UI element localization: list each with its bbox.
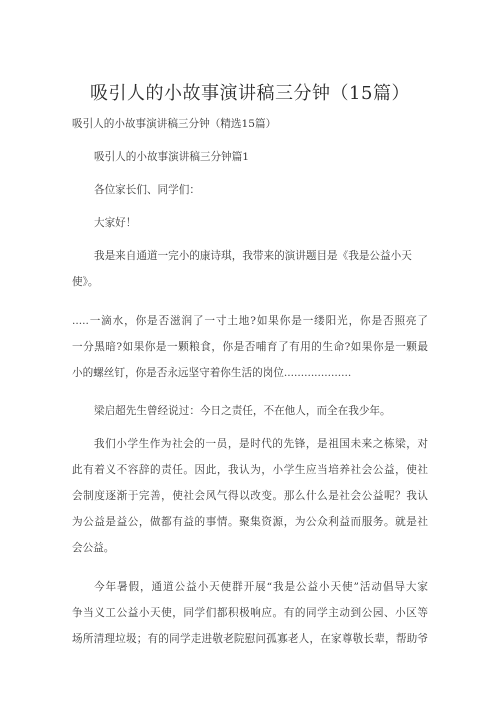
document-title: 吸引人的小故事演讲稿三分钟（15篇） xyxy=(90,83,410,104)
greeting-line: 各位家长们、同学们： xyxy=(94,184,200,196)
paragraph-line: 使》。 xyxy=(72,276,99,288)
paragraph-line: 我们小学生作为社会的一员，是时代的先锋，是祖国未来之栋梁，对 xyxy=(94,438,428,450)
greeting-line: 大家好！ xyxy=(94,217,137,229)
paragraph-line: 会公益。 xyxy=(72,542,115,554)
paragraph-line: 今年暑假，通道公益小天使群开展“我是公益小天使”活动倡导大家 xyxy=(94,581,428,593)
paragraph-line: 场所清理垃圾；有的同学走进敬老院慰问孤寡老人，在家尊敬长辈，帮助爷 xyxy=(72,633,428,645)
section-heading: 吸引人的小故事演讲稿三分钟篇1 xyxy=(94,151,250,163)
paragraph-line: 我是来自通道一完小的康诗琪，我带来的演讲题目是《我是公益小天 xyxy=(94,250,412,262)
paragraph-line: 此有着义不容辞的责任。因此，我认为，小学生应当培养社会公益，使社 xyxy=(72,464,428,476)
paragraph-line: 会制度逐渐于完善，使社会风气得以改变。那么什么是社会公益呢？我认 xyxy=(72,490,428,502)
paragraph-line: 为公益是益公，做都有益的事情。聚集资源，为公众利益而服务。就是社 xyxy=(72,516,428,528)
paragraph-line: 梁启超先生曾经说过：今日之责任，不在他人，而全在我少年。 xyxy=(94,405,391,417)
paragraph-line: .....一滴水，你是否滋润了一寸土地?如果你是一缕阳光，你是否照亮了 xyxy=(72,315,428,327)
paragraph-line: 小的螺丝钉，你是否永远坚守着你生活的岗位.................... xyxy=(72,367,352,379)
paragraph-line: 争当义工公益小天使，同学们都积极响应。有的同学主动到公园、小区等 xyxy=(72,607,428,619)
document-subtitle: 吸引人的小故事演讲稿三分钟（精选15篇） xyxy=(72,118,277,130)
paragraph-line: 一分黑暗?如果你是一颗粮食，你是否哺育了有用的生命?如果你是一颗最 xyxy=(72,341,428,353)
